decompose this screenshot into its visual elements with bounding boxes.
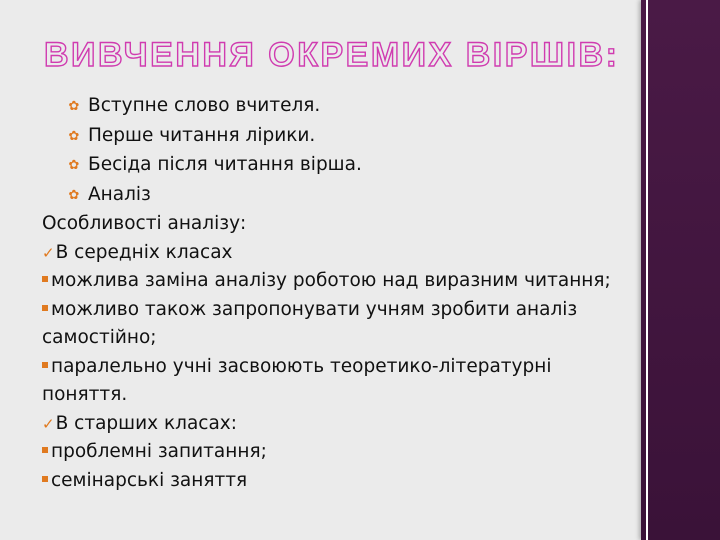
flower-bullet-icon: ✿	[68, 128, 80, 144]
square-bullet-icon	[42, 305, 48, 311]
square-bullet-icon	[42, 362, 48, 368]
step-item: ✿ Перше читання лірики.	[42, 122, 632, 152]
square-bullet-icon	[42, 276, 48, 282]
flower-bullet-icon: ✿	[68, 187, 80, 203]
step-item: ✿ Бесіда після читання вірша.	[42, 151, 632, 181]
slide-content	[42, 92, 632, 495]
slide-title: ВИВЧЕННЯ ОКРЕМИХ ВІРШІВ:	[44, 36, 620, 74]
flower-bullet-icon: ✿	[68, 158, 80, 173]
flower-bullet-icon: ✿	[68, 99, 80, 114]
middle-item: можливо також запропонувати учням зробити аналіз самостійно;	[42, 298, 578, 348]
middle-classes-heading: ✓В середніх класах	[42, 241, 233, 263]
features-heading: Особливості аналізу:	[42, 213, 247, 234]
side-divider-line	[646, 0, 648, 540]
square-bullet-icon	[42, 476, 48, 482]
middle-item: можлива заміна аналізу роботою над виразним читання;	[42, 267, 632, 296]
middle-item: паралельно учні засвоюють теоретико-літературні поняття.	[42, 355, 552, 405]
senior-classes-heading: ✓В старших класах:	[42, 412, 237, 434]
step-item: ✿ Аналіз	[42, 181, 632, 211]
checkmark-icon: ✓	[42, 414, 55, 433]
step-item: ✿ Вступне слово вчителя.	[42, 92, 632, 122]
side-decoration-bar	[641, 0, 720, 540]
senior-item: проблемні запитання;	[42, 438, 632, 467]
checkmark-icon: ✓	[42, 243, 55, 262]
senior-item: семінарські заняття	[42, 467, 632, 496]
square-bullet-icon	[42, 447, 48, 453]
